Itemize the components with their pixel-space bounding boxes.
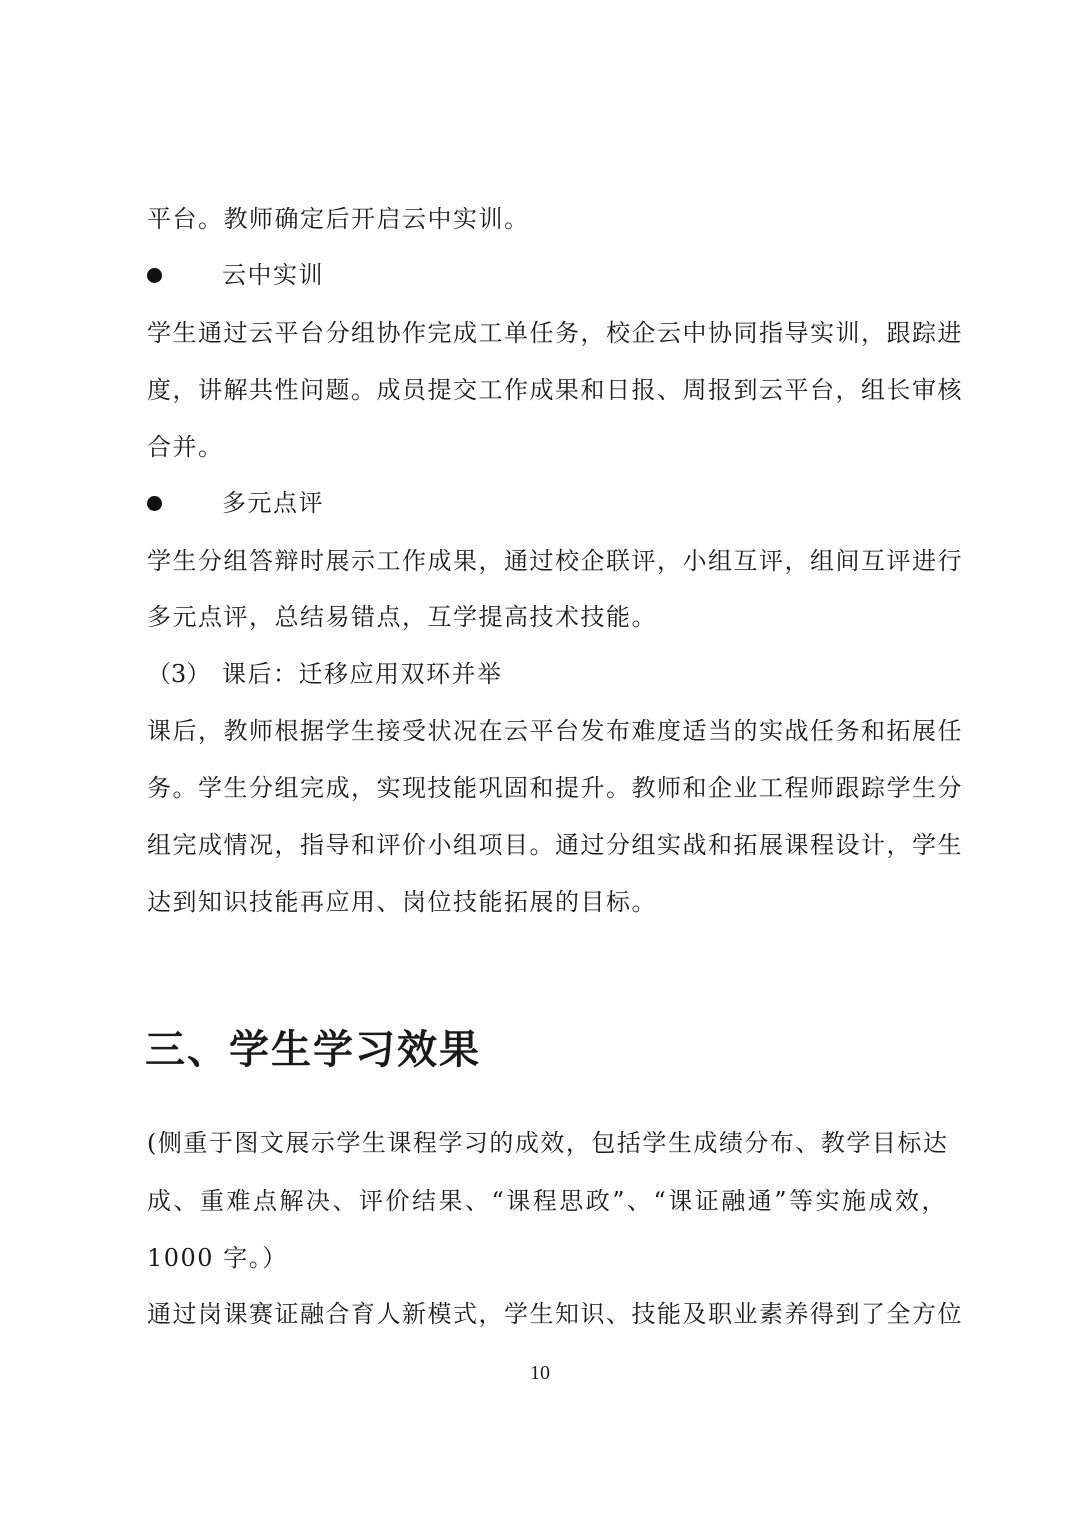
bullet-heading: 多元点评 <box>222 489 324 517</box>
step-heading: 课后：迁移应用双环并举 <box>222 660 503 688</box>
paragraph-line: 多元点评，总结易错点，互学提高技术技能。 <box>147 603 657 631</box>
paragraph-line: 1000 字。） <box>147 1244 288 1272</box>
paragraph-line: 学生通过云平台分组协作完成工单任务，校企云中协同指导实训，跟踪进 <box>147 319 963 347</box>
paragraph-line: 通过岗课赛证融合育人新模式，学生知识、技能及职业素养得到了全方位 <box>147 1300 963 1328</box>
paragraph-line: 课后，教师根据学生接受状况在云平台发布难度适当的实战任务和拓展任 <box>147 717 963 745</box>
page-number: 10 <box>530 1362 550 1384</box>
paragraph-line: 成、重难点解决、评价结果、“课程思政”、“课证融通”等实施成效， <box>147 1187 947 1215</box>
paragraph-line: 合并。 <box>147 433 224 461</box>
paragraph-line: 务。学生分组完成，实现技能巩固和提升。教师和企业工程师跟踪学生分 <box>147 774 963 802</box>
paragraph-line: 度，讲解共性问题。成员提交工作成果和日报、周报到云平台，组长审核 <box>147 376 963 404</box>
paragraph-line: 达到知识技能再应用、岗位技能拓展的目标。 <box>147 888 657 916</box>
section-heading: 三、学生学习效果 <box>145 1026 481 1073</box>
paragraph-line: 学生分组答辩时展示工作成果，通过校企联评，小组互评，组间互评进行 <box>147 547 963 575</box>
step-number: （3） <box>147 660 211 688</box>
paragraph-line: 平台。教师确定后开启云中实训。 <box>147 205 530 233</box>
bullet-dot-icon <box>147 496 162 511</box>
paragraph-line: 组完成情况，指导和评价小组项目。通过分组实战和拓展课程设计，学生 <box>147 831 963 859</box>
bullet-heading: 云中实训 <box>222 261 324 289</box>
paragraph-line: (侧重于图文展示学生课程学习的成效，包括学生成绩分布、教学目标达 <box>147 1129 949 1157</box>
bullet-dot-icon <box>147 268 162 283</box>
